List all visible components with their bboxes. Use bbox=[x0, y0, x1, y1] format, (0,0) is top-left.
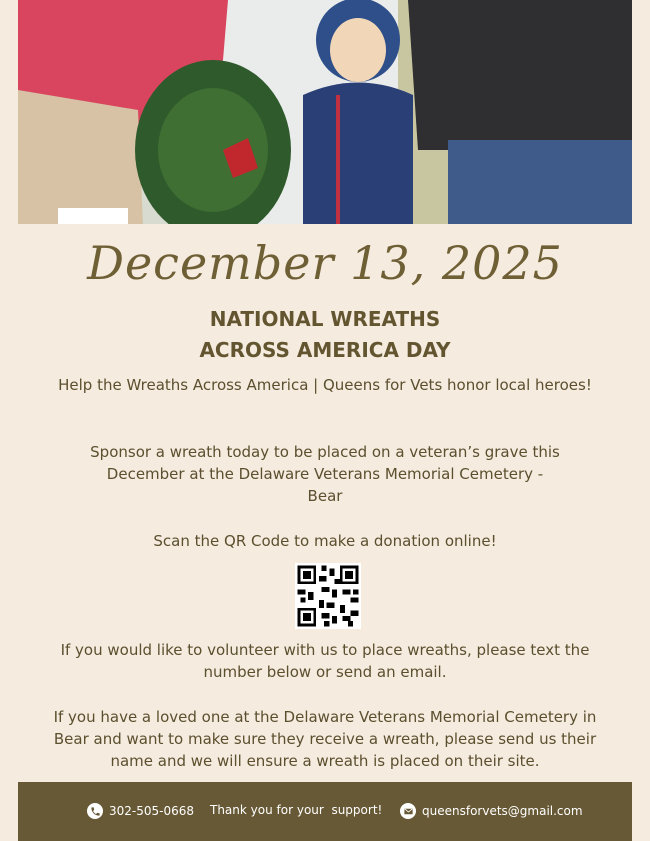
loved-one-text: If you have a loved one at the Delaware Veterans Memorial Cemetery in Bear and want to make sure they receive a wreath, please send us their name and we will ensure a wreath is placed on their site. bbox=[53, 708, 597, 770]
phone-number: 302-505-0668 bbox=[109, 804, 195, 818]
qr-prompt-text: Scan the QR Code to make a donation online! bbox=[153, 532, 497, 550]
email-address: queensforvets@gmail.com bbox=[422, 804, 583, 818]
footer-phone[interactable] bbox=[87, 803, 194, 819]
footer-bar bbox=[18, 782, 632, 841]
footer-thanks bbox=[210, 803, 382, 817]
footer-email[interactable] bbox=[400, 803, 583, 819]
event-title-line-1: NATIONAL WREATHS bbox=[209, 307, 441, 331]
volunteer-text: If you would like to volunteer with us to place wreaths, please text the number below or send an email. bbox=[60, 641, 590, 681]
event-title bbox=[0, 304, 650, 366]
hero-photo bbox=[18, 0, 632, 224]
phone-icon bbox=[87, 803, 103, 819]
qr-code[interactable] bbox=[295, 563, 361, 629]
envelope-icon bbox=[400, 803, 416, 819]
event-date: December 13, 2025 bbox=[87, 236, 563, 290]
sponsor-text: Sponsor a wreath today to be placed on a veteran’s grave this December at the Delaware Veterans Memorial Cemetery - Bear bbox=[90, 443, 560, 505]
thanks-text: Thank you for your support! bbox=[210, 803, 383, 817]
event-title-line-2: ACROSS AMERICA DAY bbox=[199, 338, 451, 362]
intro-text: Help the Wreaths Across America | Queens for Vets honor local heroes! bbox=[58, 376, 592, 394]
